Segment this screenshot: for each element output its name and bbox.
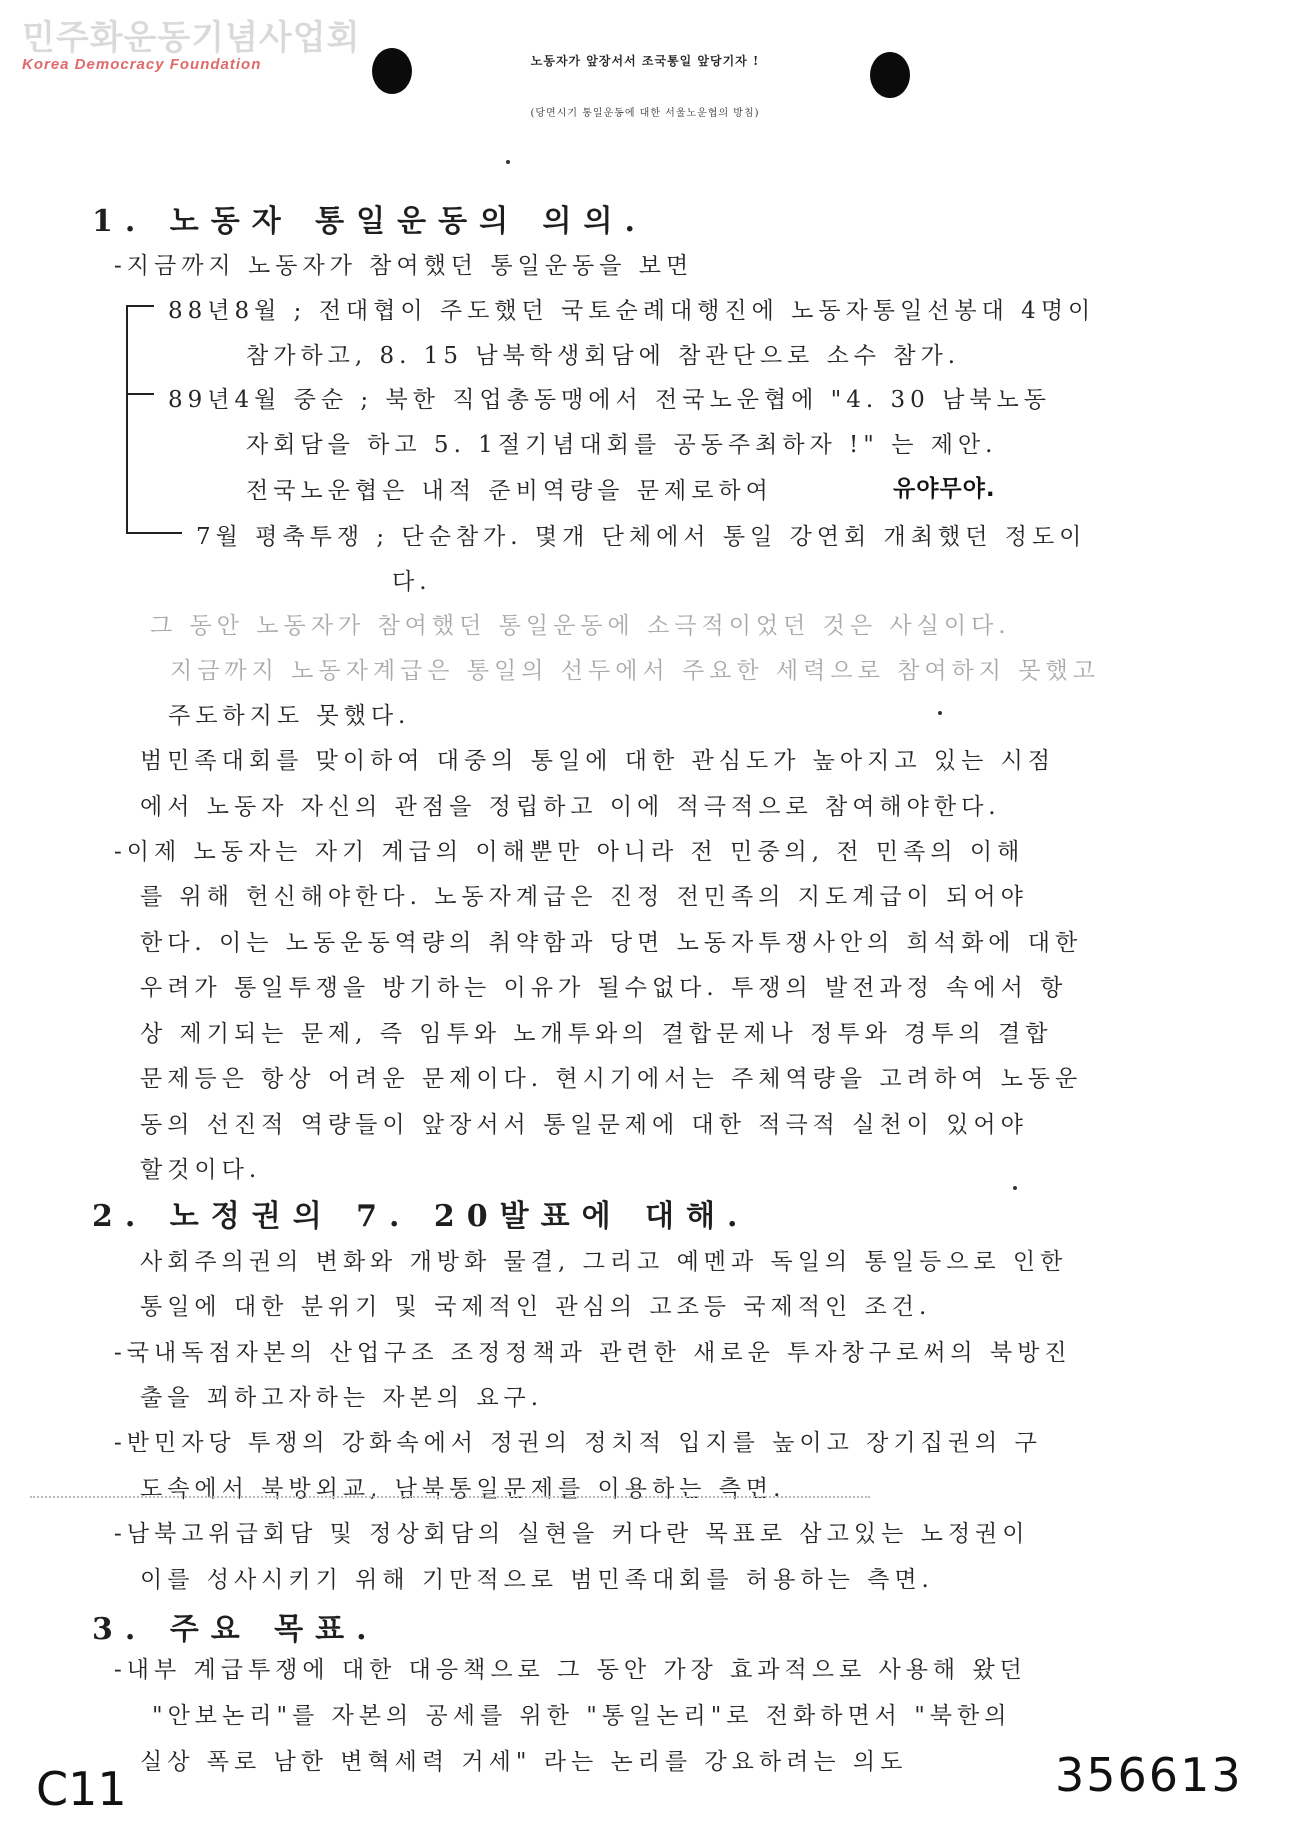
text-line: 이를 성사시키기 위해 기만적으로 범민족대회를 허용하는 측면.	[140, 1567, 934, 1593]
redaction-blot	[372, 48, 412, 94]
text-line: -반민자당 투쟁의 강화속에서 정권의 정치적 입지를 높이고 장기집권의 구	[114, 1430, 1042, 1456]
faded-text-line: 그 동안 노동자가 참여했던 통일운동에 소극적이었던 것은 사실이다.	[150, 613, 1011, 639]
faded-text-line: 지금까지 노동자계급은 통일의 선두에서 주요한 세력으로 참여하지 못했고	[170, 658, 1100, 684]
archive-mark-left: C11	[36, 1762, 127, 1816]
text-line: 사회주의권의 변화와 개방화 물결, 그리고 예멘과 독일의 통일등으로 인한	[140, 1249, 1068, 1275]
section-heading: 1. 노동자 통일운동의 의의.	[92, 204, 647, 239]
text-line: 에서 노동자 자신의 관점을 정립하고 이에 적극적으로 참여해야한다.	[140, 794, 1001, 820]
text-line: 출을 꾀하고자하는 자본의 요구.	[140, 1385, 544, 1411]
text-line: 88년8월 ; 전대협이 주도했던 국토순례대행진에 노동자통일선봉대 4명이	[168, 298, 1096, 324]
text-line: 통일에 대한 분위기 및 국제적인 관심의 고조등 국제적인 조건.	[140, 1294, 932, 1320]
text-line: 범민족대회를 맞이하여 대중의 통일에 대한 관심도가 높아지고 있는 시점	[140, 748, 1056, 774]
ink-speck	[1013, 1186, 1017, 1190]
text-line: "안보논리"를 자본의 공세를 위한 "통일논리"로 전화하면서 "북한의	[152, 1703, 1012, 1729]
text-line: 참가하고, 8. 15 남북학생회담에 참관단으로 소수 참가.	[246, 343, 961, 369]
text-line: 89년4월 중순 ; 북한 직업총동맹에서 전국노운협에 "4. 30 남북노동	[168, 387, 1051, 413]
section-heading: 3. 주요 목표.	[92, 1612, 379, 1647]
text-line: -내부 계급투쟁에 대한 대응책으로 그 동안 가장 효과적으로 사용해 왔던	[114, 1657, 1027, 1683]
text-line: 7월 평축투쟁 ; 단순참가. 몇개 단체에서 통일 강연회 개최했던 정도이	[196, 524, 1087, 550]
text-line: 문제등은 항상 어려운 문제이다. 현시기에서는 주체역량을 고려하여 노동운	[140, 1066, 1083, 1092]
redaction-blot	[870, 52, 910, 98]
text-line: 전국노운협은 내적 준비역량을 문제로하여	[246, 478, 773, 504]
handwritten-note: 유야무야.	[893, 476, 996, 502]
bracket-tick	[126, 393, 154, 395]
text-line: 주도하지도 못했다.	[168, 703, 411, 729]
ink-speck	[938, 711, 942, 715]
text-line: -국내독점자본의 산업구조 조정정책과 관련한 새로운 투자창구로써의 북방진	[114, 1340, 1072, 1366]
text-line: -이제 노동자는 자기 계급의 이해뿐만 아니라 전 민중의, 전 민족의 이해	[114, 839, 1025, 865]
text-line: 실상 폭로 남한 변혁세력 거세" 라는 논리를 강요하려는 의도	[140, 1749, 908, 1775]
text-line: 한다. 이는 노동운동역량의 취약함과 당면 노동자투쟁사안의 희석화에 대한	[140, 930, 1083, 956]
text-line: 우려가 통일투쟁을 방기하는 이유가 될수없다. 투쟁의 발전과정 속에서 항	[140, 975, 1068, 1001]
archive-number: 356613	[1055, 1748, 1243, 1802]
text-line: -남북고위급회담 및 정상회담의 실현을 커다란 목표로 삼고있는 노정권이	[114, 1521, 1030, 1547]
text-line: 를 위해 헌신해야한다. 노동자계급은 진정 전민족의 지도계급이 되어야	[140, 884, 1028, 910]
dotted-rule	[30, 1496, 870, 1498]
text-line: 상 제기되는 문제, 즉 임투와 노개투와의 결합문제나 정투와 경투의 결합	[140, 1021, 1053, 1047]
bracket-tick	[126, 305, 154, 307]
document-subtitle: (당면시기 통일운동에 대한 서울노운협의 방침)	[530, 108, 760, 119]
watermark-korean: 민주화운동기념사업회	[22, 18, 361, 58]
section-heading: 2. 노정권의 7. 20발표에 대해.	[92, 1199, 750, 1234]
bracket-line	[126, 305, 128, 533]
document-title: 노동자가 앞장서서 조국통일 앞당기자 !	[530, 54, 760, 68]
text-line: 동의 선진적 역량들이 앞장서서 통일문제에 대한 적극적 실천이 있어야	[140, 1112, 1028, 1138]
text-line: 할것이다.	[140, 1157, 262, 1183]
text-line: 다.	[392, 569, 432, 595]
text-line: -지금까지 노동자가 참여했던 통일운동을 보면	[114, 253, 694, 279]
text-line: 자회담을 하고 5. 1절기념대회를 공동주최하자 !" 는 제안.	[246, 432, 998, 458]
watermark-english: Korea Democracy Foundation	[22, 56, 262, 73]
text-line: 도속에서 북방외교, 남북통일문제를 이용하는 측면.	[140, 1476, 786, 1502]
ink-speck	[506, 160, 510, 164]
bracket-tick	[126, 532, 182, 534]
